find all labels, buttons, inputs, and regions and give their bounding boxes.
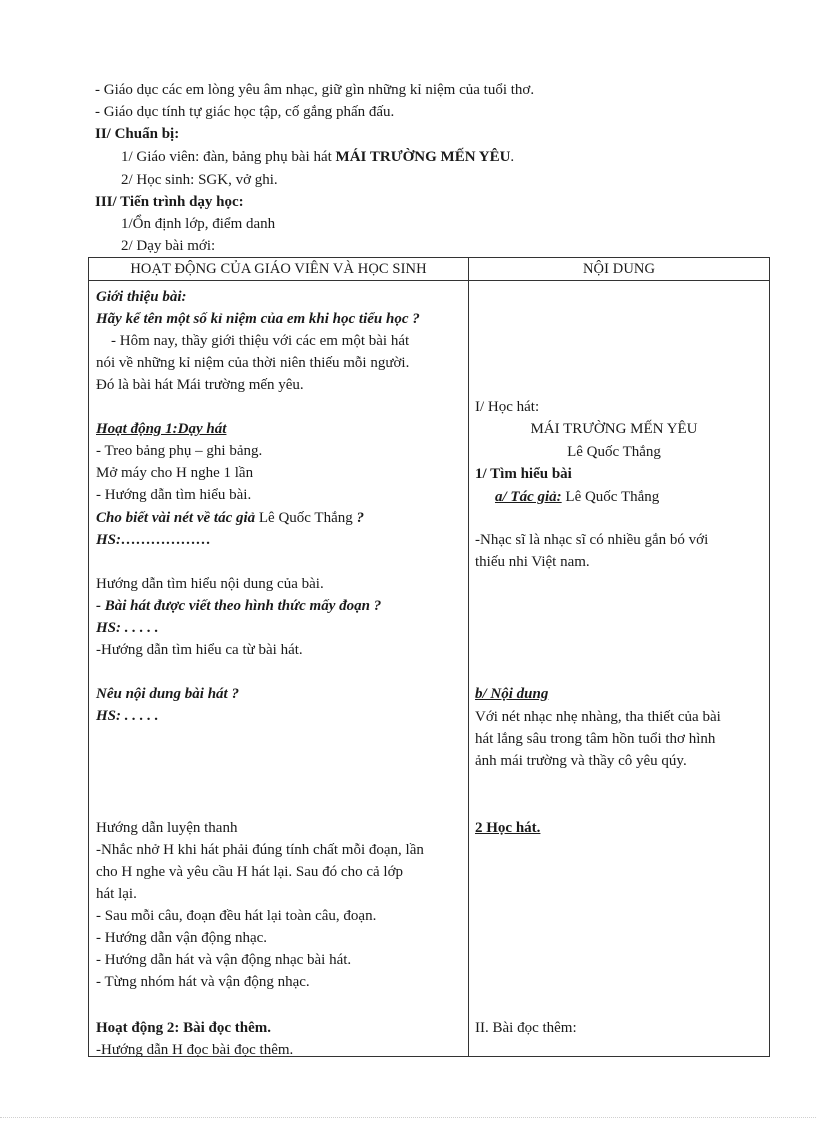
- lesson-table: [88, 257, 770, 1057]
- table-body-row: [89, 281, 770, 1057]
- intro-paragraph-2: nói về những kỉ niệm của thời niên thiếu mỗi người.: [96, 355, 410, 371]
- vocal-line-5: - Hướng dẫn vận động nhạc.: [96, 930, 268, 946]
- vocal-line-1: -Nhắc nhở H khi hát phải đúng tính chất mỗi đoạn, lần: [96, 842, 424, 858]
- procedure-step-1: 1/Ổn định lớp, điểm danh: [121, 216, 276, 232]
- content-paragraph-1: Với nét nhạc nhẹ nhàng, tha thiết của bài: [475, 709, 721, 725]
- vocal-title: Hướng dẫn luyện thanh: [96, 820, 238, 836]
- song-title: MÁI TRƯỜNG MẾN YÊU: [530, 421, 698, 437]
- question-author-name: Lê Quốc Thắng: [258, 510, 353, 526]
- author-name: Lê Quốc Thắng: [561, 489, 660, 505]
- question-author-text: Cho biết vài nét về tác giả: [96, 510, 259, 526]
- student-answer-2: HS: . . . . .: [96, 620, 159, 636]
- content-cell: [469, 281, 770, 1057]
- student-answer-3: HS: . . . . .: [96, 708, 159, 724]
- activity-1-title: Hoạt động 1:Dạy hát: [96, 421, 227, 437]
- header-content: NỘI DUNG: [469, 258, 770, 281]
- prep-teacher-text: 1/ Giáo viên: đàn, bảng phụ bài hát: [121, 149, 336, 165]
- content-paragraph-3: ảnh mái trường và thầy cô yêu qúy.: [475, 753, 687, 769]
- guide-content: Hướng dẫn tìm hiểu nội dung của bài.: [96, 576, 324, 592]
- procedure-step-2: 2/ Dạy bài mới:: [121, 238, 216, 254]
- question-author-suffix: ?: [352, 510, 365, 526]
- intro-title: Giới thiệu bài:: [96, 289, 187, 305]
- guide-lyrics: -Hướng dẫn tìm hiểu ca từ bài hát.: [96, 642, 303, 658]
- header-activities: HOẠT ĐỘNG CỦA GIÁO VIÊN VÀ HỌC SINH: [89, 258, 469, 281]
- objective-line-2: - Giáo dục tính tự giác học tập, cố gắng phấn đấu.: [95, 104, 395, 120]
- author-paragraph-2: thiếu nhi Việt nam.: [475, 554, 590, 570]
- section-learn-song: I/ Học hát:: [475, 399, 540, 415]
- activities-cell: [89, 281, 469, 1057]
- table-header-row: [89, 258, 770, 281]
- page-bottom-divider: [0, 1117, 816, 1118]
- student-answer-1: HS:………………: [96, 532, 212, 548]
- author-line: [495, 487, 659, 507]
- prep-student: 2/ Học sinh: SGK, vở ghi.: [121, 172, 278, 188]
- activity-1-line-3: - Hướng dẫn tìm hiểu bài.: [96, 487, 252, 503]
- author-label: a/ Tác giả:: [495, 489, 562, 505]
- content-label: b/ Nội dung: [475, 686, 549, 702]
- vocal-line-3: hát lại.: [96, 886, 137, 902]
- section-preparation-title: II/ Chuẩn bị:: [95, 126, 180, 142]
- question-memories: Hãy kể tên một số kỉ niệm của em khi học tiểu học ?: [96, 311, 420, 327]
- prep-teacher-song: MÁI TRƯỜNG MẾN YÊU: [335, 149, 511, 165]
- activity-1-line-1: - Treo bảng phụ – ghi bảng.: [96, 443, 263, 459]
- author-paragraph-1: -Nhạc sĩ là nhạc sĩ có nhiều gắn bó với: [475, 532, 709, 548]
- subsection-learn-singing: 2 Học hát.: [475, 820, 541, 836]
- section-extra-reading: II. Bài đọc thêm:: [475, 1020, 577, 1036]
- vocal-line-7: - Từng nhóm hát và vận động nhạc.: [96, 974, 310, 990]
- activity-2-line-1: -Hướng dẫn H đọc bài đọc thêm.: [96, 1042, 294, 1058]
- vocal-line-2: cho H nghe và yêu cầu H hát lại. Sau đó cho cả lớp: [96, 864, 404, 880]
- activity-2-title: Hoạt động 2: Bài đọc thêm.: [96, 1020, 272, 1036]
- question-form: - Bài hát được viết theo hình thức mấy đoạn ?: [96, 598, 382, 614]
- question-author: [96, 508, 364, 528]
- prep-teacher-suffix: .: [510, 149, 515, 165]
- vocal-line-4: - Sau mỗi câu, đoạn đều hát lại toàn câu, đoạn.: [96, 908, 377, 924]
- activity-1-line-2: Mở máy cho H nghe 1 lần: [96, 465, 254, 481]
- question-content: Nêu nội dung bài hát ?: [96, 686, 239, 702]
- intro-paragraph-1: - Hôm nay, thầy giới thiệu với các em một bài hát: [111, 333, 410, 349]
- vocal-line-6: - Hướng dẫn hát và vận động nhạc bài hát.: [96, 952, 352, 968]
- intro-paragraph-3: Đó là bài hát Mái trường mến yêu.: [96, 377, 304, 393]
- objective-line-1: - Giáo dục các em lòng yêu âm nhạc, giữ gìn những kỉ niệm của tuổi thơ.: [95, 82, 535, 98]
- subsection-explore: 1/ Tìm hiểu bài: [475, 466, 572, 482]
- song-composer: Lê Quốc Thắng: [567, 444, 661, 460]
- content-paragraph-2: hát lắng sâu trong tâm hồn tuổi thơ hình: [475, 731, 716, 747]
- section-procedure-title: III/ Tiến trình dạy học:: [95, 194, 244, 210]
- prep-teacher: [121, 147, 514, 167]
